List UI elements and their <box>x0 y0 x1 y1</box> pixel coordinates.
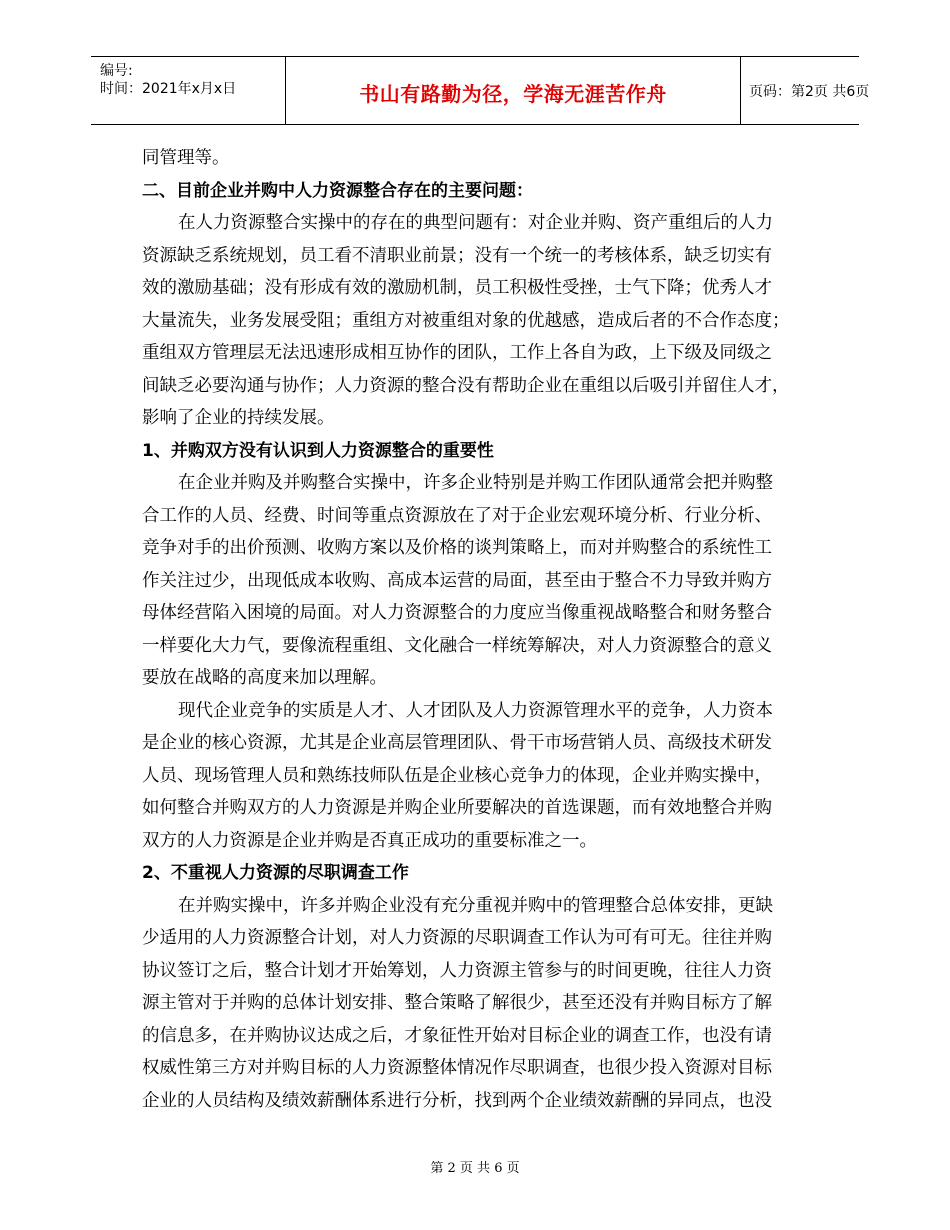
paragraph-line: 同管理等。 <box>142 148 230 168</box>
paragraph-line: 企业的人员结构及绩效薪酬体系进行分析，找到两个企业绩效薪酬的异同点，也没 <box>142 1090 772 1111</box>
paragraph-line: 在企业并购及并购整合实操中，许多企业特别是并购工作团队通常会把并购整 <box>178 473 773 493</box>
page-number-label: 页码：第2页 共6页 <box>749 84 870 100</box>
paragraph-line: 要放在战略的高度来加以理解。 <box>142 668 387 688</box>
paragraph-line: 母体经营陷入困境的局面。对人力资源整合的力度应当像重视战略整合和财务整合 <box>142 603 772 623</box>
paragraph-line: 权威性第三方对并购目标的人力资源整体情况作尽职调查，也很少投入资源对目标 <box>142 1058 772 1078</box>
date-label: 时间：2021年x月x日 <box>100 81 237 97</box>
paragraph-line: 的信息多，在并购协议达成之后，才象征性开始对目标企业的调查工作，也没有请 <box>142 1025 772 1046</box>
paragraph-line: 少适用的人力资源整合计划，对人力资源的尽职调查工作认为可有可无。往往并购 <box>142 928 772 948</box>
paragraph-line: 是企业的核心资源，尤其是企业高层管理团队、骨干市场营销人员、高级技术研发 <box>142 733 772 753</box>
paragraph-line: 重组双方管理层无法迅速形成相互协作的团队，工作上各自为政，上下级及同级之 <box>142 343 772 363</box>
paragraph-line: 在并购实操中，许多并购企业没有充分重视并购中的管理整合总体安排，更缺 <box>178 895 773 916</box>
motto-text: 书山有路勤为径，学海无涯苦作舟 <box>359 82 667 106</box>
paragraph-line: 间缺乏必要沟通与协作；人力资源的整合没有帮助企业在重组以后吸引并留住人才， <box>142 375 790 396</box>
paragraph-line: 竞争对手的出价预测、收购方案以及价格的谈判策略上，而对并购整合的系统性工 <box>142 538 772 558</box>
header-left-cell <box>91 57 285 124</box>
section-heading: 1、并购双方没有认识到人力资源整合的重要性 <box>142 440 494 461</box>
paragraph-line: 在人力资源整合实操中的存在的典型问题有：对企业并购、资产重组后的人力 <box>178 213 773 233</box>
paragraph-line: 协议签订之后，整合计划才开始筹划，人力资源主管参与的时间更晚，往往人力资 <box>142 960 772 981</box>
header-motto-cell <box>285 57 741 124</box>
paragraph-line: 人员、现场管理人员和熟练技师队伍是企业核心竞争力的体现，企业并购实操中， <box>142 765 772 786</box>
paragraph-line: 资源缺乏系统规划，员工看不清职业前景；没有一个统一的考核体系，缺乏切实有 <box>142 245 772 266</box>
paragraph-line: 现代企业竞争的实质是人才、人才团队及人力资源管理水平的竞争，人力资本 <box>178 700 773 721</box>
document-body <box>142 142 822 1117</box>
paragraph-line: 影响了企业的持续发展。 <box>142 408 335 428</box>
paragraph-line: 合工作的人员、经费、时间等重点资源放在了对于企业宏观环境分析、行业分析、 <box>142 505 772 526</box>
paragraph-line: 双方的人力资源是企业并购是否真正成功的重要标准之一。 <box>142 830 597 851</box>
serial-number-label: 编号: <box>100 63 133 79</box>
paragraph-line: 效的激励基础；没有形成有效的激励机制，员工积极性受挫，士气下降；优秀人才 <box>142 278 772 298</box>
paragraph-line: 源主管对于并购的总体计划安排、整合策略了解很少，甚至还没有并购目标方了解 <box>142 993 772 1013</box>
paragraph-line: 一样要化大力气，要像流程重组、文化融合一样统筹解决，对人力资源整合的意义 <box>142 635 772 656</box>
document-header <box>91 56 870 125</box>
header-page-cell <box>740 57 870 124</box>
page-footer: 第 2 页 共 6 页 <box>430 1161 520 1176</box>
section-heading: 二、目前企业并购中人力资源整合存在的主要问题： <box>142 180 533 201</box>
paragraph-line: 如何整合并购双方的人力资源是并购企业所要解决的首选课题，而有效地整合并购 <box>142 798 772 818</box>
section-heading: 2、不重视人力资源的尽职调查工作 <box>142 863 409 883</box>
paragraph-line: 作关注过少，出现低成本收购、高成本运营的局面，甚至由于整合不力导致并购方 <box>142 570 772 591</box>
paragraph-line: 大量流失，业务发展受阻；重组方对被重组对象的优越感，造成后者的不合作态度； <box>142 310 790 331</box>
